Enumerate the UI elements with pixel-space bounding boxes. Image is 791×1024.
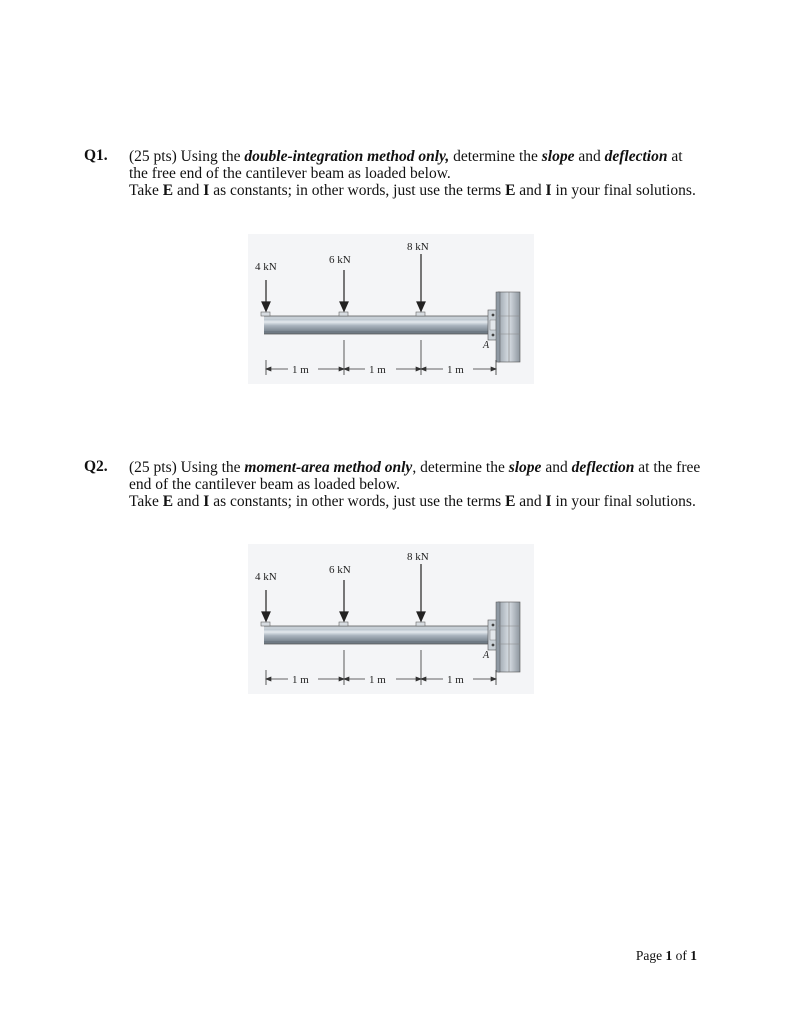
beam-figure-1 bbox=[248, 234, 534, 384]
question-1-number: Q1. bbox=[84, 147, 108, 164]
span-label-3: 1 m bbox=[447, 674, 464, 686]
figure-background bbox=[248, 544, 534, 694]
method-name: moment-area method only bbox=[244, 459, 413, 476]
method-name: double-integration method only, bbox=[244, 148, 450, 165]
support-label: A bbox=[483, 650, 490, 661]
span-label-2: 1 m bbox=[369, 364, 386, 376]
load-label-2: 6 kN bbox=[329, 254, 351, 266]
page-footer: Page 1 of 1 bbox=[635, 948, 697, 963]
span-label-1: 1 m bbox=[292, 364, 309, 376]
cantilever-beam-diagram bbox=[248, 544, 534, 694]
question-1-text bbox=[129, 148, 709, 199]
question-1-line-3: Take E and I as constants; in other words, just use the terms E and I in your final solutions. bbox=[129, 182, 696, 199]
question-1-line-1: (25 pts) Using the double-integration method only, determine the slope and deflection at bbox=[129, 148, 683, 165]
span-label-1: 1 m bbox=[292, 674, 309, 686]
question-2-line-1: (25 pts) Using the moment-area method only, determine the slope and deflection at the free bbox=[129, 459, 701, 476]
load-label-3: 8 kN bbox=[407, 551, 429, 563]
question-2-line-2: end of the cantilever beam as loaded below. bbox=[129, 476, 400, 493]
load-label-2: 6 kN bbox=[329, 564, 351, 576]
question-2-line-3: Take E and I as constants; in other words, just use the terms E and I in your final solutions. bbox=[129, 493, 696, 510]
figure-background bbox=[248, 234, 534, 384]
load-label-1: 4 kN bbox=[255, 261, 277, 273]
beam bbox=[264, 626, 496, 644]
support-column bbox=[496, 602, 520, 672]
beam-figure-2 bbox=[248, 544, 534, 694]
cantilever-beam-diagram bbox=[248, 234, 534, 384]
beam bbox=[264, 316, 496, 334]
load-label-3: 8 kN bbox=[407, 241, 429, 253]
support-label: A bbox=[483, 340, 490, 351]
question-1-line-2: the free end of the cantilever beam as loaded below. bbox=[129, 165, 451, 182]
support-column bbox=[496, 292, 520, 362]
span-label-3: 1 m bbox=[447, 364, 464, 376]
question-2-number: Q2. bbox=[84, 458, 108, 475]
load-label-1: 4 kN bbox=[255, 571, 277, 583]
span-label-2: 1 m bbox=[369, 674, 386, 686]
question-2-text bbox=[129, 459, 709, 510]
